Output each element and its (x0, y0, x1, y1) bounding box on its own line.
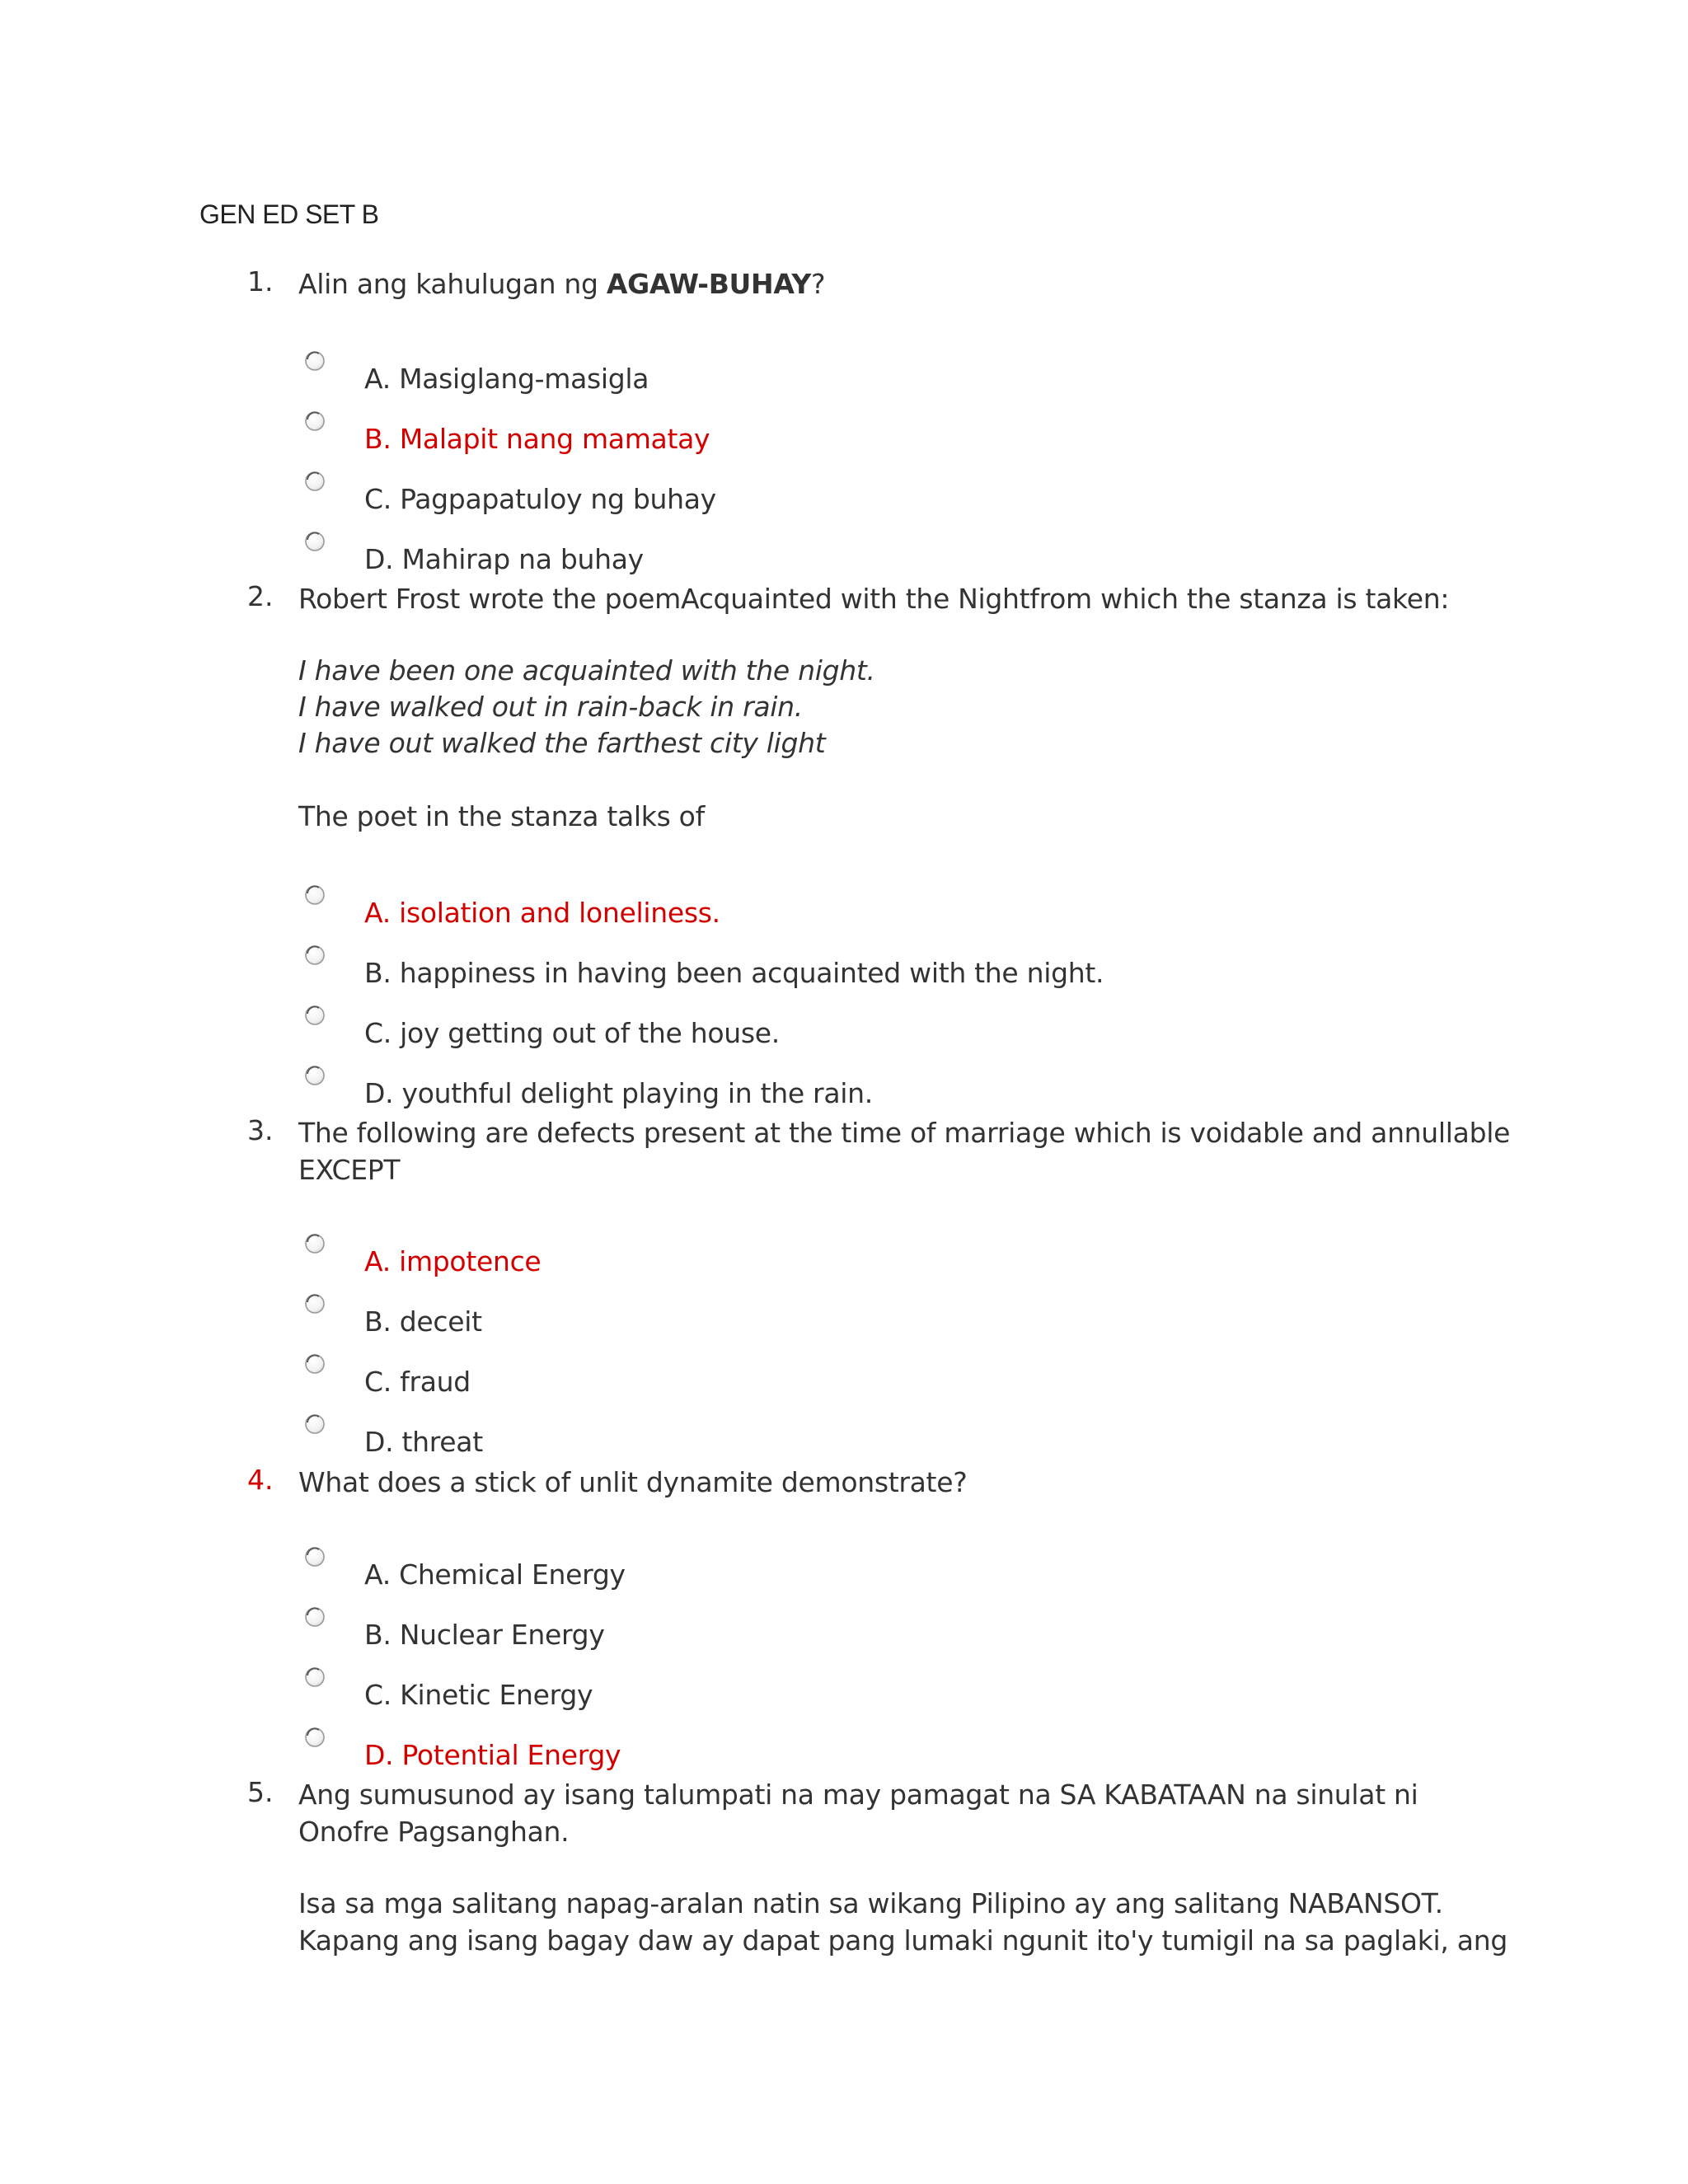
option-label[interactable]: D. threat (364, 1426, 483, 1458)
option-label[interactable]: B. happiness in having been acquainted with the night. (364, 957, 1104, 989)
question-text: The following are defects present at the time of marriage which is voidable and annullable EXCEPT (298, 1117, 1511, 1186)
question-text: Ang sumusunod ay isang talumpati na may pamagat na SA KABATAAN na sinulat ni Onofre Pagsanghan. (298, 1779, 1418, 1848)
radio-button-icon[interactable] (304, 1353, 326, 1375)
option-label[interactable]: D. Mahirap na buhay (364, 543, 644, 575)
passage-text: Isa sa mga salitang napag-aralan natin sa wikang Pilipino ay ang salitang NABANSOT. Kapang ang isang bagay daw ay dapat pang lumaki ngunit ito'y tumigil na sa paglaki, ang (298, 1887, 1507, 1957)
option-label[interactable]: B. deceit (364, 1305, 482, 1338)
radio-button-icon[interactable] (304, 531, 326, 552)
option-label-correct[interactable]: A. impotence (364, 1245, 542, 1277)
option-label[interactable]: D. youthful delight playing in the rain. (364, 1077, 873, 1109)
option-label[interactable]: C. Pagpapatuloy ng buhay (364, 483, 716, 515)
option-label-correct[interactable]: A. isolation and loneliness. (364, 897, 720, 929)
radio-button-icon[interactable] (304, 1546, 326, 1568)
radio-button-icon[interactable] (304, 1293, 326, 1315)
radio-button-icon[interactable] (304, 1727, 326, 1748)
radio-button-icon[interactable] (304, 471, 326, 492)
radio-button-icon[interactable] (304, 884, 326, 906)
radio-button-icon[interactable] (304, 1606, 326, 1628)
radio-button-icon[interactable] (304, 1065, 326, 1086)
question-number: 3. (247, 1114, 274, 1146)
question-number: 1. (247, 265, 274, 298)
question-text: Robert Frost wrote the poemAcquainted with the Nightfrom which the stanza is taken: (298, 583, 1450, 615)
poem-line: I have walked out in rain-back in rain. (298, 691, 803, 723)
poem-line: I have been one acquainted with the night. (298, 654, 875, 687)
option-label[interactable]: A. Chemical Energy (364, 1558, 626, 1591)
poem-line: I have out walked the farthest city light (298, 727, 826, 759)
question-prompt: The poet in the stanza talks of (298, 800, 705, 832)
option-label[interactable]: C. joy getting out of the house. (364, 1017, 780, 1049)
option-label-correct[interactable]: D. Potential Energy (364, 1739, 621, 1771)
radio-button-icon[interactable] (304, 410, 326, 432)
radio-button-icon[interactable] (304, 1666, 326, 1688)
option-label[interactable]: C. Kinetic Energy (364, 1679, 593, 1711)
document-title: GEN ED SET B (199, 199, 379, 229)
term-bold: AGAW-BUHAY (606, 268, 812, 300)
option-label[interactable]: A. Masiglang-masigla (364, 363, 649, 395)
question-number: 4. (247, 1464, 274, 1496)
radio-button-icon[interactable] (304, 1413, 326, 1435)
option-label-correct[interactable]: B. Malapit nang mamatay (364, 423, 710, 455)
question-text: What does a stick of unlit dynamite demonstrate? (298, 1466, 968, 1498)
question-number: 2. (247, 580, 274, 612)
question-number: 5. (247, 1776, 274, 1808)
radio-button-icon[interactable] (304, 1233, 326, 1254)
option-label[interactable]: B. Nuclear Energy (364, 1619, 605, 1651)
poem-stanza (298, 653, 875, 762)
question-text: Alin ang kahulugan ng AGAW-BUHAY? (298, 268, 826, 300)
radio-button-icon[interactable] (304, 350, 326, 372)
radio-button-icon[interactable] (304, 944, 326, 966)
option-label[interactable]: C. fraud (364, 1366, 471, 1398)
radio-button-icon[interactable] (304, 1005, 326, 1026)
